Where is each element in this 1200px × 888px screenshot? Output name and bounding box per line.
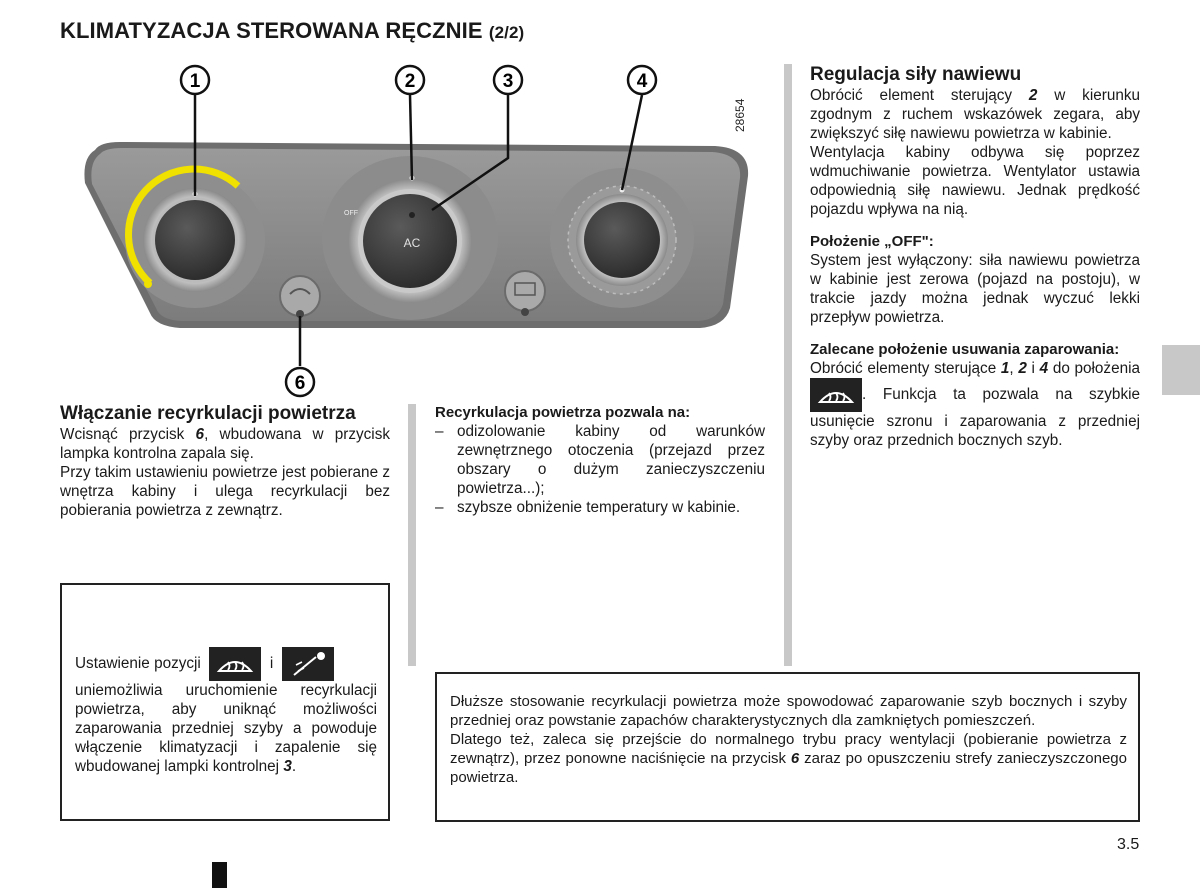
list-item: – szybsze obniżenie temperatury w kabinie. xyxy=(435,498,765,517)
knob-4-air-distribution xyxy=(568,186,676,294)
recirculation-heading: Włączanie recyrkulacji powietrza xyxy=(60,403,356,424)
control-panel-figure xyxy=(60,58,770,403)
callout-2 xyxy=(396,66,424,94)
svg-text:6: 6 xyxy=(294,373,306,394)
off-label: OFF xyxy=(344,210,358,217)
callout-4 xyxy=(628,66,656,94)
fan-control-heading: Regulacja siły nawiewu xyxy=(810,64,1022,85)
front-defrost-icon xyxy=(209,647,261,681)
left-column xyxy=(60,403,390,520)
callout-1 xyxy=(181,66,209,94)
recirculation-text-2: Przy takim ustawieniu powietrze jest pobierane z wnętrza kabiny i ulega recyrkulacji bez pobierania powietrza z zewnątrz. xyxy=(60,464,390,519)
windshield-feet-icon xyxy=(282,647,334,681)
off-position-heading: Położenie „OFF": xyxy=(810,233,934,250)
recirculation-benefits-heading: Recyrkulacja powietrza pozwala na: xyxy=(435,404,691,421)
recirculation-text-1: Wcisnąć przycisk 6, wbudowana w przycisk lampka kontrolna zapala się. xyxy=(60,426,390,462)
svg-text:2: 2 xyxy=(404,71,416,92)
ac-label: AC xyxy=(403,236,421,250)
front-defrost-icon xyxy=(810,378,862,412)
svg-text:4: 4 xyxy=(636,71,648,92)
print-mark xyxy=(212,862,227,888)
warning-box xyxy=(435,672,1140,822)
defrost-heading: Zalecane położenie usuwania zaparowania: xyxy=(810,341,1120,358)
figure-reference-number: 28654 xyxy=(733,98,747,132)
svg-text:3: 3 xyxy=(502,71,514,92)
column-divider-right xyxy=(784,64,792,666)
warning-text-1: Dłuższe stosowanie recyrkulacji powietrza może spowodować zaparowanie szyb bocznych i szyby przedniej oraz powstanie zapachów charakterystycznych dla zamkniętych pomieszczeń. xyxy=(450,693,1127,729)
chapter-tab xyxy=(1162,345,1200,395)
fan-control-text-2: Wentylacja kabiny odbywa się poprzez wdmuchiwanie powietrza. Wentylator ustawia odpowiednią siłę nawiewu. Jednak prędkość pojazdu wpływa na nią. xyxy=(810,144,1140,218)
callout-3 xyxy=(494,66,522,94)
defrost-text: Obrócić elementy sterujące 1, 2 i 4 do położenia . Funkcja ta pozwala na szybkie usunięcie szronu i zaparowania z przedniej szyby oraz przednich bocznych szyb. xyxy=(810,360,1141,449)
note-text: Ustawienie pozycji i uniemożliwia uruchomienie recyrkulacji powietrza, aby uniknąć możliwości zaparowania przedniej szyby a powoduje włączenie klimatyzacji i zapalenie się wbudowanej lampki kontrolnej 3. xyxy=(75,647,377,776)
off-position-text: System jest wyłączony: siła nawiewu powietrza w kabinie jest zerowa (pojazd na postoju), w trakcie jazdy można jednak wyczuć lekki przepływ powietrza. xyxy=(810,252,1140,326)
fan-control-text-1: Obrócić element sterujący 2 w kierunku zgodnym z ruchem wskazówek zegara, aby zwiększyć siłę nawiewu powietrza w kabinie. xyxy=(810,87,1140,142)
page-title-sub: (2/2) xyxy=(488,23,525,42)
right-column xyxy=(810,64,1140,450)
page-title-main: KLIMATYZACJA STEROWANA RĘCZNIE xyxy=(60,18,483,43)
column-divider-left xyxy=(408,404,416,666)
benefits-list xyxy=(435,422,765,517)
svg-text:1: 1 xyxy=(189,71,201,92)
callout-6 xyxy=(286,368,314,396)
note-box xyxy=(60,583,390,821)
page-title xyxy=(60,18,524,44)
warning-text-2: Dlatego też, zaleca się przejście do normalnego trybu pracy wentylacji (pobieranie powietrza z zewnątrz), przez ponowne naciśnięcie na przycisk 6 zaraz po opuszczeniu strefy zanieczyszczonego powietrza. xyxy=(450,731,1127,786)
list-item: – odizolowanie kabiny od warunków zewnętrznego otoczenia (przejazd przez obszary o dużym zanieczyszczeniu powietrza...); xyxy=(435,422,765,498)
page-number: 3.5 xyxy=(1117,836,1140,853)
middle-column xyxy=(435,403,765,517)
